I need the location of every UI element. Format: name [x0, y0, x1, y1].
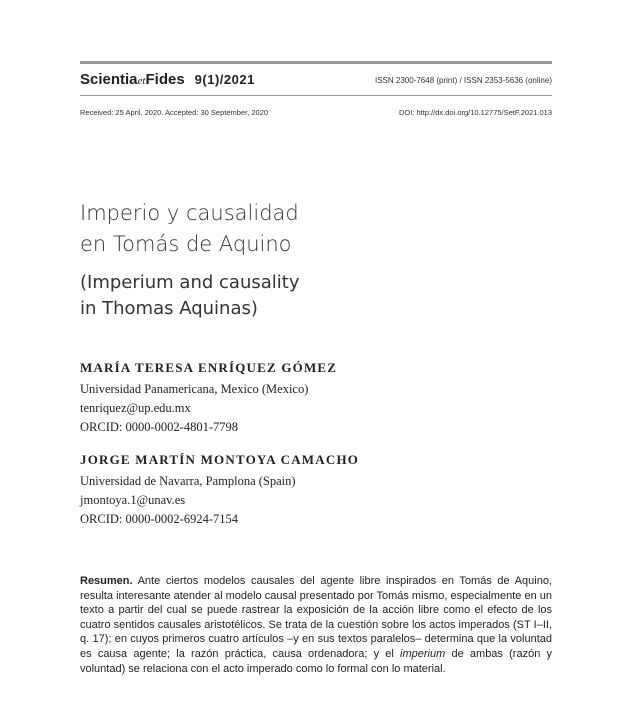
issn-line: ISSN 2300-7648 (print) / ISSN 2353-5636 (online) [375, 76, 552, 85]
journal-name-part3: Fides [145, 71, 185, 88]
author-email[interactable]: tenriquez@up.edu.mx [80, 401, 191, 415]
abstract-paragraph [80, 574, 552, 676]
author-affiliation: Universidad Panamericana, Mexico (Mexico) [80, 382, 309, 396]
article-subtitle-line1: (Imperium and causality [80, 272, 300, 293]
author-block-2 [80, 452, 359, 529]
doi-link[interactable]: DOI: http://dx.doi.org/10.12775/SetF.2021.013 [398, 108, 552, 117]
journal-name-part2: et [137, 75, 146, 87]
author-affiliation: Universidad de Navarra, Pamplona (Spain) [80, 474, 296, 488]
received-accepted-dates: Received: 25 April, 2020. Accepted: 30 September, 2020 [80, 108, 269, 117]
article-subtitle-line2: in Thomas Aquinas) [80, 298, 258, 319]
author-block-1 [80, 360, 337, 437]
article-title [80, 198, 299, 260]
abstract-text-part2: de ambas (razón y voluntad) se relaciona con el acto imperado como lo formal con lo material. [80, 647, 553, 675]
abstract-italic-term: imperium [400, 647, 446, 660]
author-name: JORGE MARTÍN MONTOYA CAMACHO [80, 452, 360, 467]
journal-name [80, 71, 255, 88]
author-orcid: ORCID: 0000-0002-6924-7154 [80, 512, 238, 526]
abstract-text-part1: Ante ciertos modelos causales del agente libre inspirados en Tomás de Aquino, resulta interesante atender al modelo causal presentado por Tomás mismo, especialmente en un texto a partir del cual se puede rastrear la exposición de la acción libre como el efecto de los cuatro sentidos causales aristotélicos. Se trata de la cuestión sobre los actos imperados (ST I–II, q. 17); en cuyos primeros cuatro artículos –y en sus textos paralelos– determina que la voluntad es causa agente; la razón práctica, causa ordenadora; y el [80, 575, 552, 660]
journal-name-part1: Scientia [80, 71, 138, 88]
author-name: MARÍA TERESA ENRÍQUEZ GÓMEZ [80, 360, 338, 375]
author-email[interactable]: jmontoya.1@unav.es [80, 493, 186, 507]
abstract-label: Resumen. [80, 575, 133, 587]
journal-volume: 9(1)/2021 [194, 72, 255, 87]
header-top-rule [80, 61, 552, 64]
article-title-line1: Imperio y causalidad [80, 201, 299, 225]
author-orcid: ORCID: 0000-0002-4801-7798 [80, 420, 238, 434]
header-bottom-rule [80, 95, 552, 96]
article-title-line2: en Tomás de Aquino [80, 232, 292, 256]
article-subtitle [80, 270, 299, 322]
